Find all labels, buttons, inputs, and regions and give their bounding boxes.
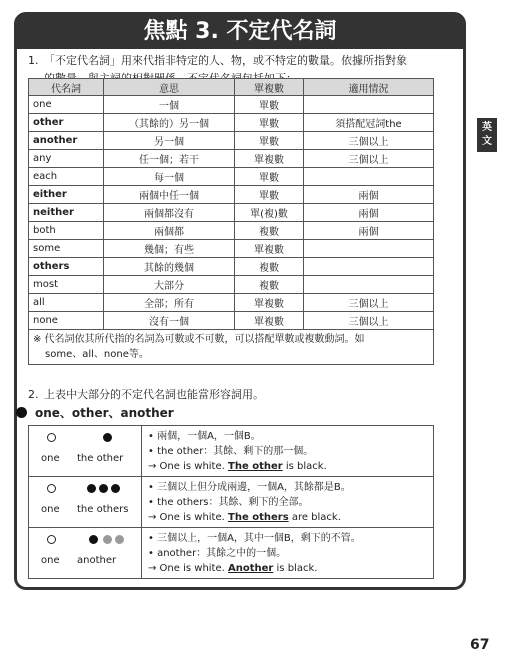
table-row <box>29 168 434 186</box>
col-header-word: 代名詞 <box>29 79 104 96</box>
example-keyword: The others <box>228 511 289 523</box>
cell-meaning: 沒有一個 <box>104 312 235 330</box>
example-suffix: is black. <box>282 460 327 472</box>
col-header-number: 單複數 <box>235 79 304 96</box>
example-keyword: The other <box>228 460 283 472</box>
page-title: 焦點 3. 不定代名詞 <box>17 15 463 49</box>
cell-word: none <box>29 312 104 330</box>
cell-number: 複數 <box>235 222 304 240</box>
intro-line-1: 「不定代名詞」用來代指非特定的人、物，或不特定的數量。依據所指對象 <box>44 54 407 67</box>
cell-meaning: 其餘的幾個 <box>104 258 235 276</box>
table-row <box>29 186 434 204</box>
cell-word: any <box>29 150 104 168</box>
circles-diagram <box>29 484 141 498</box>
page-number: 67 <box>470 637 490 653</box>
pronoun-table <box>28 78 434 365</box>
diagram-label-left: one <box>41 453 60 464</box>
diagram-label-right: the other <box>77 453 124 464</box>
cell-meaning: 任一個；若干 <box>104 150 235 168</box>
diagram-label-right: another <box>77 555 117 566</box>
table-note <box>29 330 434 365</box>
point-2 <box>28 386 448 404</box>
cell-number: 單複數 <box>235 240 304 258</box>
cell-meaning: 另一個 <box>104 132 235 150</box>
note-line-2: some、all、none等。 <box>45 349 149 360</box>
cell-number: 單數 <box>235 132 304 150</box>
cell-number: 單數 <box>235 96 304 114</box>
white-circle-icon <box>47 535 56 544</box>
table-header-row <box>29 79 434 96</box>
side-tab-line-2: 文 <box>482 136 492 147</box>
cell-usage <box>304 258 434 276</box>
cell-meaning: 每一個 <box>104 168 235 186</box>
example-prefix: → One is white. <box>148 511 228 523</box>
diagram-label-left: one <box>41 555 60 566</box>
side-tab-english <box>477 118 497 152</box>
cell-word: neither <box>29 204 104 222</box>
section-title: one、other、another <box>35 406 174 420</box>
table-row <box>29 114 434 132</box>
cell-usage: 三個以上 <box>304 150 434 168</box>
example-sentence <box>148 561 427 576</box>
cell-meaning: 大部分 <box>104 276 235 294</box>
example-prefix: → One is white. <box>148 562 228 574</box>
cell-usage: 三個以上 <box>304 132 434 150</box>
bullet-line: • the others：其餘、剩下的全部。 <box>148 496 309 508</box>
cell-number: 複數 <box>235 276 304 294</box>
cell-word: most <box>29 276 104 294</box>
cell-number: 單(複)數 <box>235 204 304 222</box>
usage-explanation <box>142 477 434 528</box>
cell-word: all <box>29 294 104 312</box>
cell-usage <box>304 168 434 186</box>
example-prefix: → One is white. <box>148 460 228 472</box>
point-2-number: 2. <box>28 388 39 401</box>
cell-usage: 三個以上 <box>304 312 434 330</box>
cell-number: 單複數 <box>235 150 304 168</box>
cell-number: 單數 <box>235 186 304 204</box>
cell-usage <box>304 96 434 114</box>
white-circle-icon <box>47 484 56 493</box>
table-row <box>29 312 434 330</box>
circles-diagram <box>29 433 141 447</box>
cell-usage: 三個以上 <box>304 294 434 312</box>
table-row <box>29 240 434 258</box>
bullet-line: • the other：其餘、剩下的那一個。 <box>148 445 314 457</box>
table-note-row <box>29 330 434 365</box>
cell-usage <box>304 276 434 294</box>
cell-word: others <box>29 258 104 276</box>
cell-number: 單複數 <box>235 312 304 330</box>
cell-word: other <box>29 114 104 132</box>
cell-meaning: 一個 <box>104 96 235 114</box>
cell-meaning: 幾個；有些 <box>104 240 235 258</box>
cell-meaning: 兩個都沒有 <box>104 204 235 222</box>
black-circle-icon <box>103 433 112 442</box>
cell-usage: 兩個 <box>304 204 434 222</box>
black-circle-icon <box>99 484 108 493</box>
table-row <box>29 204 434 222</box>
usage-row <box>29 528 434 579</box>
cell-meaning: 兩個都 <box>104 222 235 240</box>
cell-number: 單數 <box>235 114 304 132</box>
col-header-meaning: 意思 <box>104 79 235 96</box>
bullet-line: • 三個以上但分成兩邊，一個A，其餘都是B。 <box>148 481 351 493</box>
table-row <box>29 132 434 150</box>
gray-circle-icon <box>103 535 112 544</box>
note-line-1: ※ 代名詞依其所代指的名詞為可數或不可數，可以搭配單數或複數動詞。如 <box>33 334 365 345</box>
table-row <box>29 150 434 168</box>
table-row <box>29 96 434 114</box>
usage-diagram <box>29 528 142 579</box>
usage-diagram <box>29 477 142 528</box>
point-2-text: 上表中大部分的不定代名詞也能當形容詞用。 <box>44 388 264 401</box>
cell-word: some <box>29 240 104 258</box>
usage-explanation <box>142 426 434 477</box>
side-tab-line-1: 英 <box>482 122 492 133</box>
diagram-label-left: one <box>41 504 60 515</box>
cell-usage: 須搭配冠詞the <box>304 114 434 132</box>
table-row <box>29 222 434 240</box>
cell-word: both <box>29 222 104 240</box>
cell-meaning: 全部；所有 <box>104 294 235 312</box>
usage-diagram <box>29 426 142 477</box>
cell-number: 複數 <box>235 258 304 276</box>
gray-circle-icon <box>115 535 124 544</box>
cell-number: 單數 <box>235 168 304 186</box>
cell-number: 單複數 <box>235 294 304 312</box>
cell-meaning: 兩個中任一個 <box>104 186 235 204</box>
black-circle-icon <box>111 484 120 493</box>
example-sentence <box>148 510 427 525</box>
usage-row <box>29 477 434 528</box>
diagram-label-right: the others <box>77 504 129 515</box>
usage-comparison-table <box>28 425 434 579</box>
example-suffix: are black. <box>288 511 341 523</box>
cell-meaning: （其餘的）另一個 <box>104 114 235 132</box>
col-header-usage: 適用情況 <box>304 79 434 96</box>
example-sentence <box>148 459 427 474</box>
section-heading <box>16 404 174 421</box>
usage-explanation <box>142 528 434 579</box>
intro-number: 1. <box>28 54 39 67</box>
table-row <box>29 294 434 312</box>
usage-row <box>29 426 434 477</box>
table-row <box>29 258 434 276</box>
white-circle-icon <box>47 433 56 442</box>
bullet-line: • 兩個，一個A，一個B。 <box>148 430 261 442</box>
cell-usage <box>304 240 434 258</box>
cell-usage: 兩個 <box>304 222 434 240</box>
cell-word: another <box>29 132 104 150</box>
bullet-dot-icon <box>16 407 27 418</box>
cell-usage: 兩個 <box>304 186 434 204</box>
bullet-line: • another：其餘之中的一個。 <box>148 547 287 559</box>
circles-diagram <box>29 535 141 549</box>
example-suffix: is black. <box>273 562 318 574</box>
bullet-line: • 三個以上，一個A，其中一個B，剩下的不管。 <box>148 532 361 544</box>
black-circle-icon <box>87 484 96 493</box>
example-keyword: Another <box>228 562 274 574</box>
cell-word: each <box>29 168 104 186</box>
cell-word: either <box>29 186 104 204</box>
black-circle-icon <box>89 535 98 544</box>
cell-word: one <box>29 96 104 114</box>
table-row <box>29 276 434 294</box>
